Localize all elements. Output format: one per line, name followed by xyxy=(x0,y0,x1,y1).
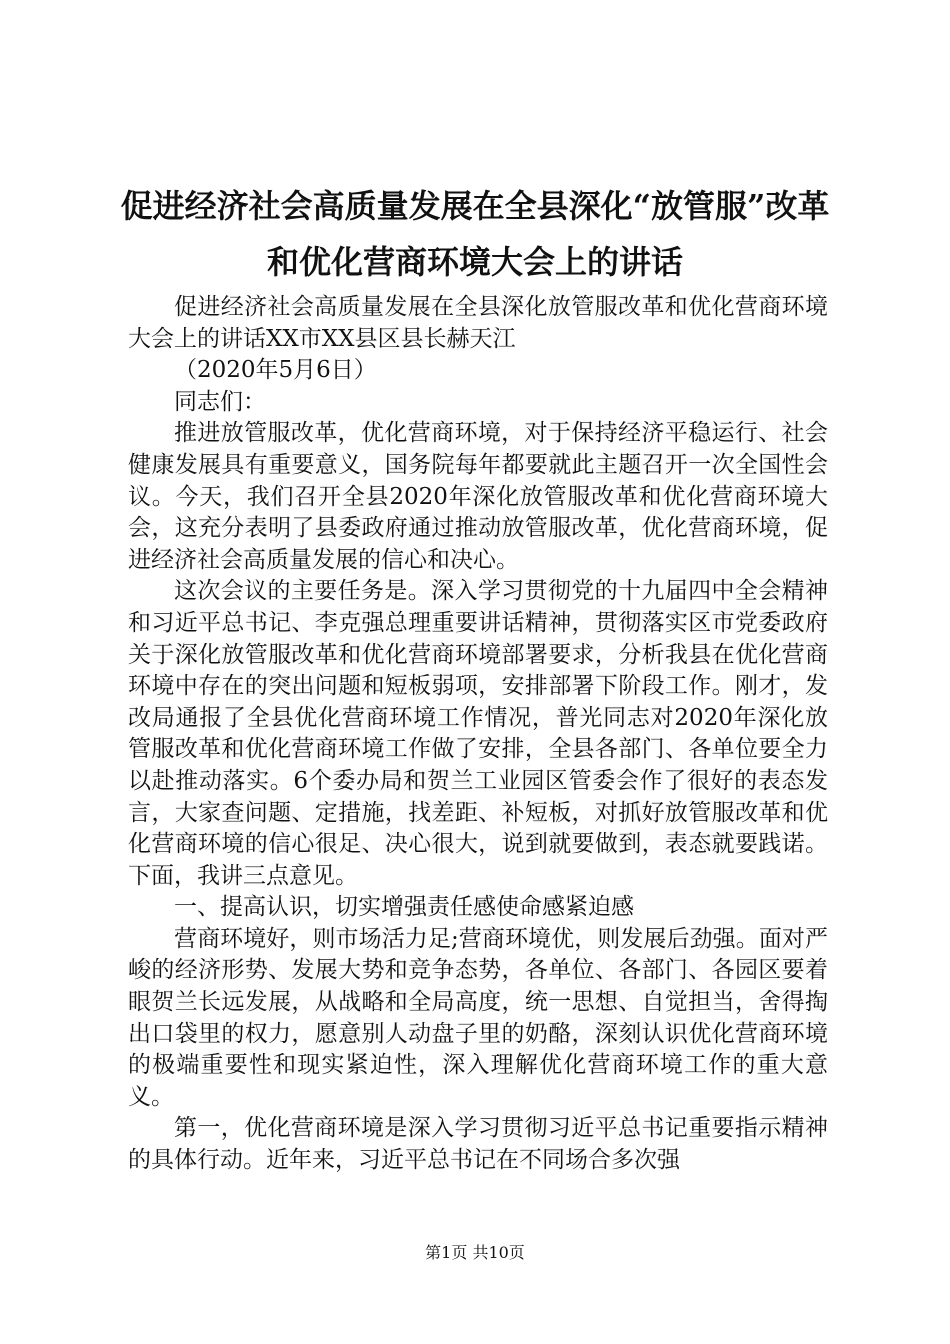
salutation: 同志们： xyxy=(174,388,266,415)
date-line: （2020年5月6日） xyxy=(174,357,377,384)
document-title: 促进经济社会高质量发展在全县深化“放管服”改革和优化营商环境大会上的讲话 xyxy=(120,187,830,281)
section-heading: 一、提高认识，切实增强责任感使命感紧迫感 xyxy=(174,894,634,921)
body-paragraph: 第一，优化营商环境是深入学习贯彻习近平总书记重要指示精神的具体行动。近年来，习近平总书记在不同场合多次强 xyxy=(128,1115,828,1174)
intro-paragraph: 促进经济社会高质量发展在全县深化放管服改革和优化营商环境大会上的讲话XX市XX县区县长赫天江 xyxy=(128,294,828,352)
page-footer: 第1页 共10页 xyxy=(425,1243,525,1262)
body-paragraph: 推进放管服改革，优化营商环境，对于保持经济平稳运行、社会健康发展具有重要意义，国务院每年都要就此主题召开一次全国性会议。今天，我们召开全县2020年深化放管服改革和优化营商环境大会，这充分表明了县委政府通过推动放管服改革，优化营商环境，促进经济社会高质量发展的信心和决心。 xyxy=(128,420,828,573)
document-body xyxy=(128,292,828,1177)
body-paragraph: 这次会议的主要任务是。深入学习贯彻党的十九届四中全会精神和习近平总书记、李克强总理重要讲话精神，贯彻落实区市党委政府关于深化放管服改革和优化营商环境部署要求，分析我县在优化营商环境中存在的突出问题和短板弱项，安排部署下阶段工作。刚才，发改局通报了全县优化营商环境工作情况，普光同志对2020年深化放管服改革和优化营商环境工作做了安排，全县各部门、各单位要全力以赴推动落实。6个委办局和贺兰工业园区管委会作了很好的表态发言，大家查问题、定措施，找差距、补短板，对抓好放管服改革和优化营商环境的信心很足、决心很大，说到就要做到，表态就要践诺。下面，我讲三点意见。 xyxy=(128,578,828,889)
body-paragraph: 营商环境好，则市场活力足;营商环境优，则发展后劲强。面对严峻的经济形势、发展大势和竞争态势，各单位、各部门、各园区要着眼贺兰长远发展，从战略和全局高度，统一思想、自觉担当，舍得掏出口袋里的权力，愿意别人动盘子里的奶酪，深刻认识优化营商环境的极端重要性和现实紧迫性，深入理解优化营商环境工作的重大意义。 xyxy=(128,925,828,1110)
